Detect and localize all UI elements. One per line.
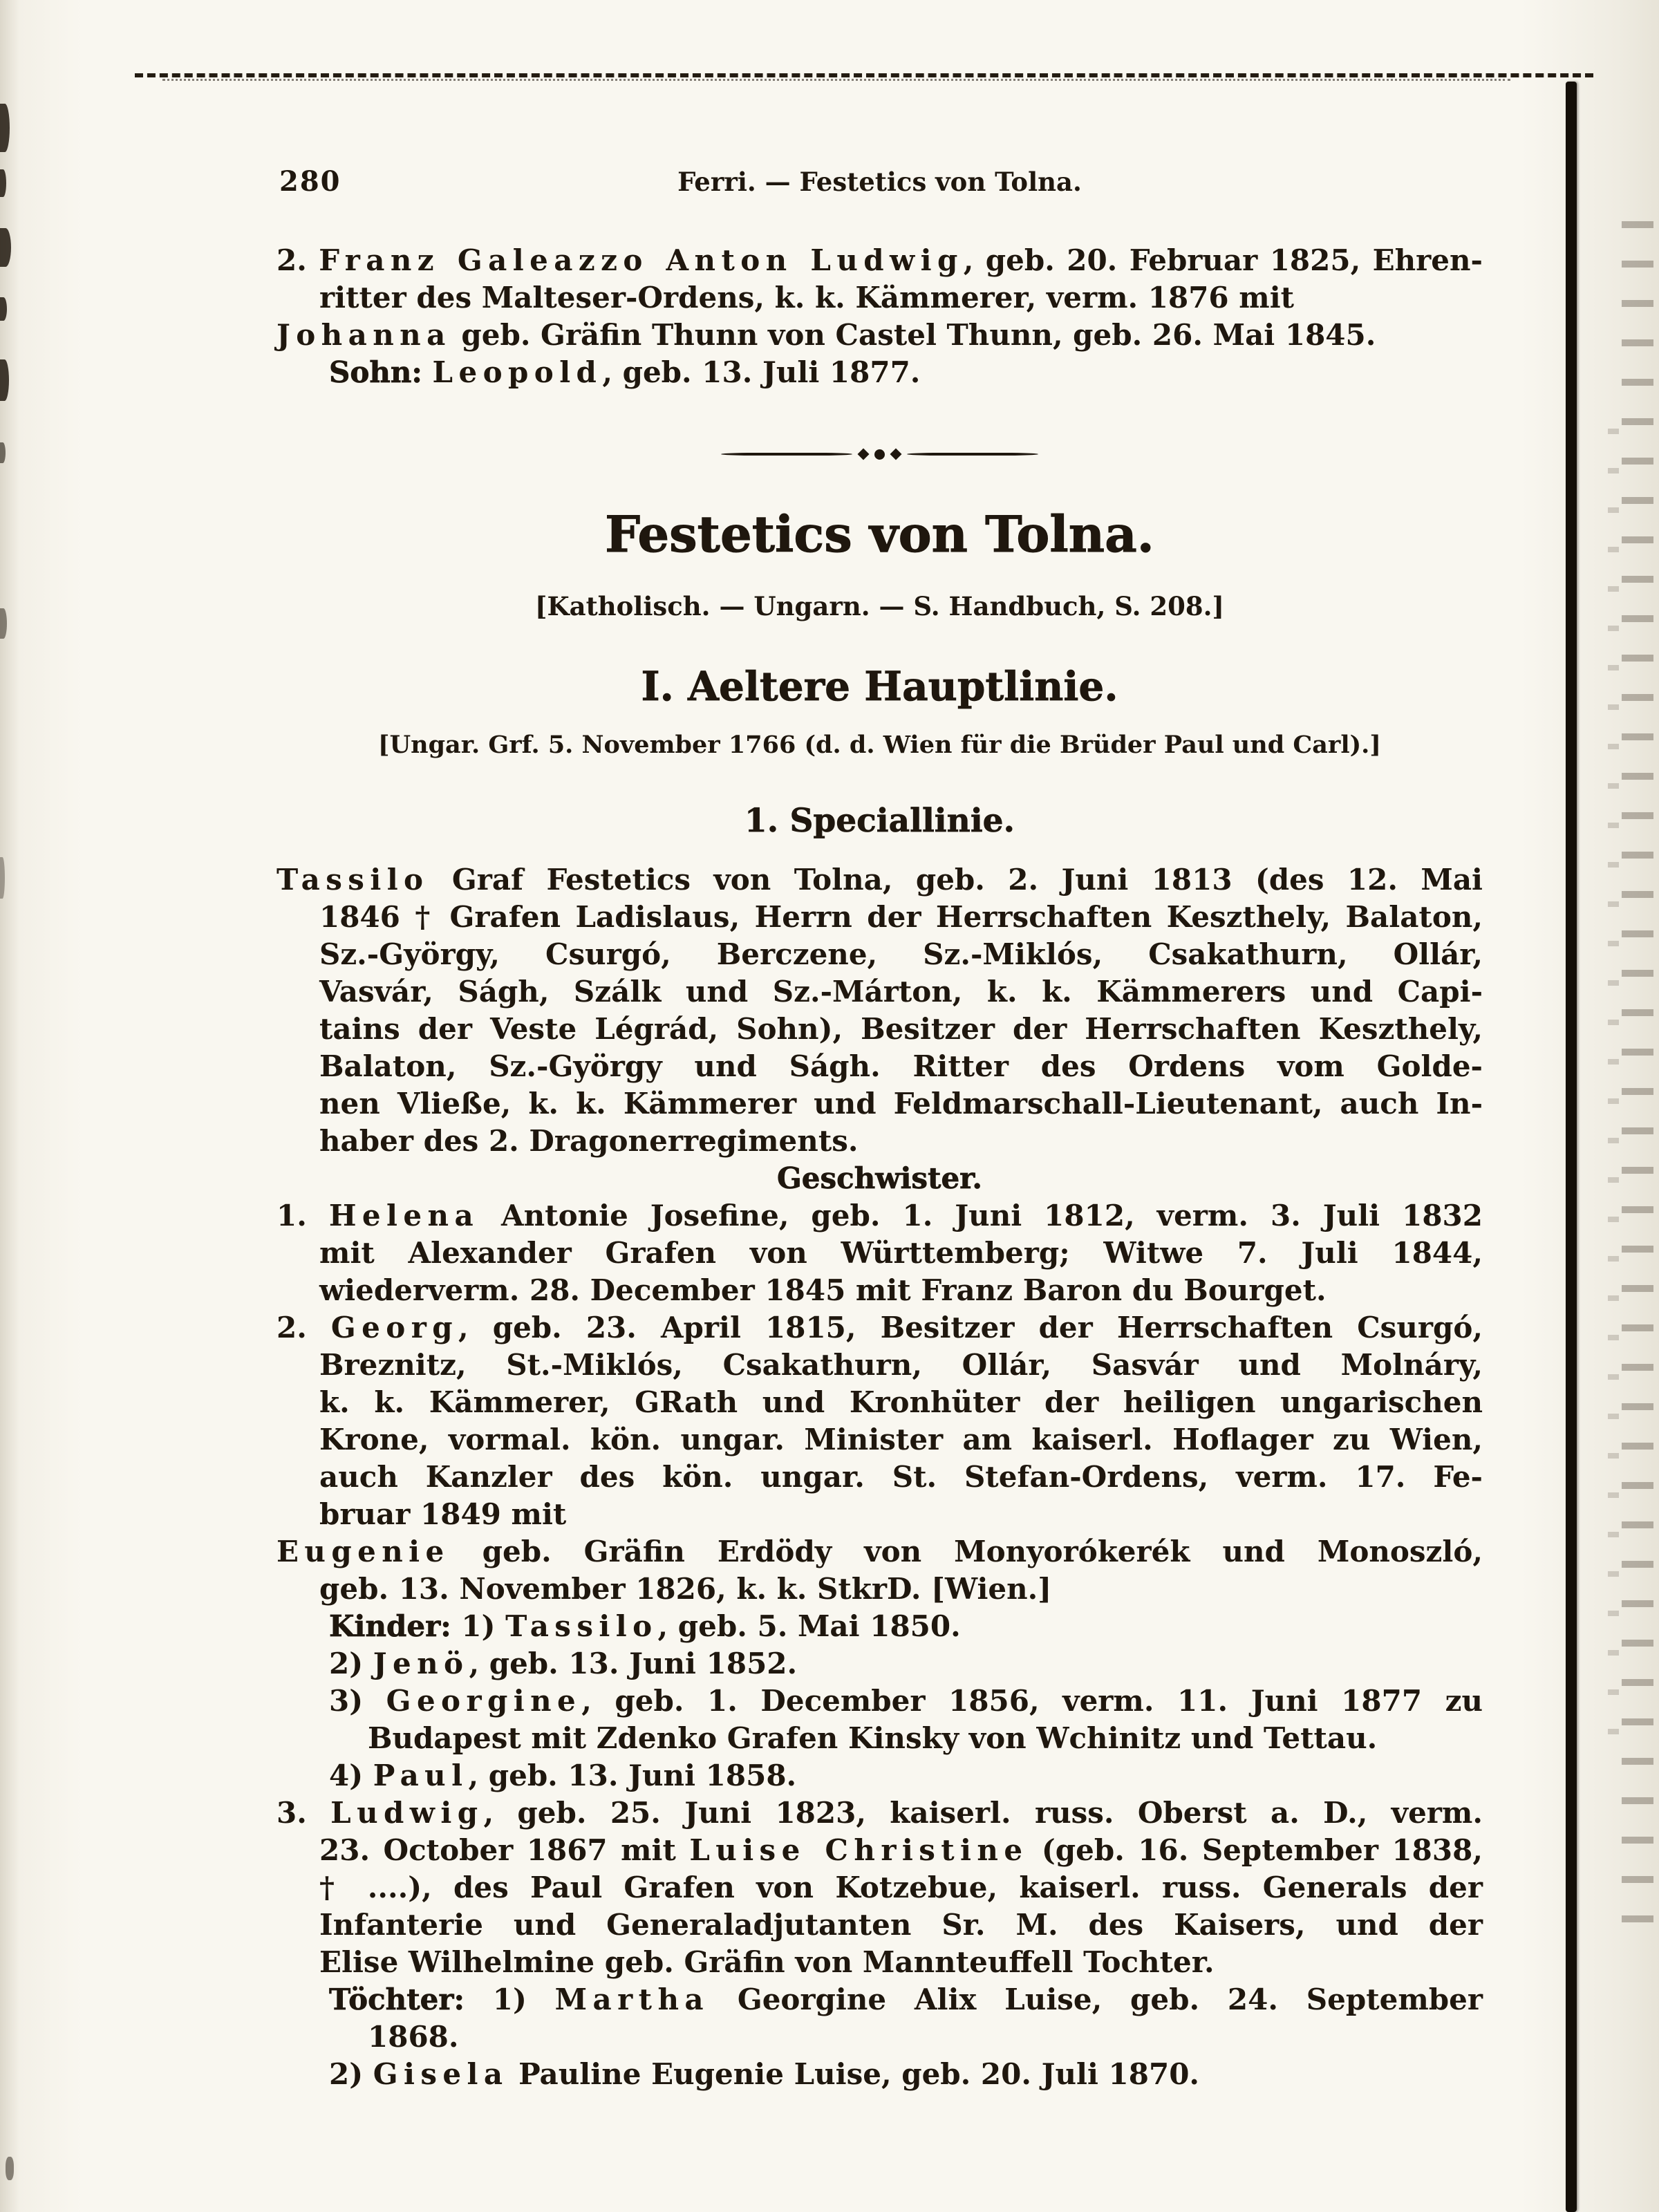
text-segment: † ....), des Paul Grafen von Kotzebue, kaiserl. russ. Generals der (319, 1871, 1483, 1904)
scan-smudge (0, 297, 7, 321)
text-line (276, 1011, 1483, 1048)
label-text: Sohn: (329, 355, 433, 389)
text-line (276, 1533, 1483, 1571)
text-segment: Budapest mit Zdenko Grafen Kinsky von Wchinitz und Tettau. (368, 1721, 1378, 1755)
text-line (276, 242, 1483, 279)
text-line (276, 861, 1483, 899)
page-bleed-through (1608, 429, 1619, 1742)
text-segment: 1846 † Grafen Ladislaus, Herrn der Herrschaften Keszthely, Balaton, (319, 900, 1483, 934)
child-leopold (276, 354, 1483, 391)
person-name: Luise Christine (689, 1833, 1029, 1867)
person-name: Georgine (386, 1684, 582, 1718)
text-flow-main (276, 861, 1483, 2093)
text-column (276, 0, 1483, 2093)
text-line (276, 279, 1483, 317)
entry-georg (276, 1309, 1483, 1533)
text-line (329, 1683, 1483, 1720)
divider-line (907, 453, 1038, 456)
text-line (329, 1608, 1483, 1645)
text-line (276, 1160, 1483, 1197)
person-name: Leopold (432, 355, 603, 389)
child-georgine (276, 1683, 1483, 1757)
section-divider-ornament (276, 445, 1483, 463)
text-line (276, 1309, 1483, 1347)
text-line (276, 936, 1483, 973)
running-title: Ferri. — Festetics von Tolna. (677, 167, 1082, 197)
text-line (276, 899, 1483, 936)
divider-diamond-icon (858, 449, 870, 460)
text-line (276, 1944, 1483, 1981)
person-name: Gisela (373, 2057, 509, 2091)
text-segment: mit Alexander Grafen von Württemberg; Witwe 7. Juli 1844, (319, 1236, 1483, 1270)
entry-tassilo (276, 861, 1483, 1160)
text-line (276, 1085, 1483, 1123)
text-segment: Elise Wilhelmine geb. Gräfin von Mannteuffell Tochter. (319, 1945, 1215, 1979)
running-header (276, 0, 1483, 198)
text-segment: , geb. 13. Juli 1877. (602, 355, 921, 389)
heading-geschwister (276, 1160, 1483, 1197)
text-segment: (geb. 16. September 1838, (1028, 1833, 1483, 1867)
text-segment: tains der Veste Légrád, Sohn), Besitzer der Herrschaften Keszthely, (319, 1012, 1483, 1046)
article-title: Festetics von Tolna. (605, 505, 1154, 563)
scan-smudge (0, 104, 10, 152)
text-segment: 2. (276, 243, 319, 277)
scan-smudge (0, 228, 11, 267)
text-segment: , geb. 5. Mai 1850. (657, 1609, 961, 1643)
entry-helena (276, 1197, 1483, 1309)
text-segment: , geb. 23. April 1815, Besitzer der Herrschaften Csurgó, (458, 1311, 1483, 1344)
mainline-heading: I. Aeltere Hauptlinie. (641, 663, 1118, 710)
child-martha (276, 1981, 1483, 2056)
scan-smudge (0, 169, 6, 197)
person-name: Paul (373, 1759, 469, 1792)
text-segment: Infanterie und Generaladjutanten Sr. M. des Kaisers, und der (319, 1908, 1483, 1942)
text-line (276, 1235, 1483, 1272)
text-line (276, 1571, 1483, 1608)
article-subtitle: [Katholisch. — Ungarn. — S. Handbuch, S. 208.] (535, 591, 1224, 621)
text-line (276, 1347, 1483, 1384)
text-segment: k. k. Kämmerer, GRath und Kronhüter der heiligen ungarischen (319, 1385, 1483, 1419)
divider-line (721, 453, 852, 456)
person-name: Johanna (276, 318, 451, 352)
text-segment: 23. October 1867 mit (319, 1833, 690, 1867)
label-text: Geschwister. (776, 1161, 983, 1195)
text-segment: , geb. 13. Juni 1852. (469, 1647, 798, 1680)
text-line (276, 1832, 1483, 1869)
text-segment: ritter des Malteser-Ordens, k. k. Kämmerer, verm. 1876 mit (319, 281, 1295, 315)
text-line (276, 1272, 1483, 1309)
person-name: Martha (554, 1983, 710, 2016)
text-segment: geb. Gräfin Thunn von Castel Thunn, geb. 26. Mai 1845. (451, 318, 1376, 352)
text-segment: Breznitz, St.-Miklós, Csakathurn, Ollár, Sasvár und Molnáry, (319, 1348, 1483, 1382)
text-line (329, 1981, 1483, 2018)
text-line (276, 1869, 1483, 1906)
person-name: Helena (328, 1199, 480, 1232)
text-segment: , geb. 1. December 1856, verm. 11. Juni 1877 zu (581, 1684, 1483, 1718)
text-segment: 1) (492, 1983, 555, 2016)
label-text: Kinder: (329, 1609, 462, 1643)
page-number: 280 (279, 165, 341, 198)
text-segment: Pauline Eugenie Luise, geb. 20. Juli 1870. (508, 2057, 1200, 2091)
child-kinder-tassilo (276, 1608, 1483, 1645)
person-name: Jenö (373, 1647, 469, 1680)
text-segment: 2. (276, 1311, 331, 1344)
text-segment: Graf Festetics von Tolna, geb. 2. Juni 1813 (des 12. Mai (429, 863, 1483, 897)
scan-smudge (0, 359, 9, 401)
scan-smudge (0, 442, 6, 463)
text-segment: , geb. 25. Juni 1823, kaiserl. russ. Oberst a. D., verm. (483, 1796, 1483, 1830)
label-text: Töchter: (329, 1983, 493, 2016)
special-line-heading: 1. Speciallinie. (744, 802, 1015, 840)
text-segment: , geb. 20. Februar 1825, Ehren- (963, 243, 1483, 277)
text-segment: 3. (276, 1796, 331, 1830)
child-jenoe (276, 1645, 1483, 1683)
person-name: Eugenie (276, 1535, 450, 1568)
text-line (276, 317, 1483, 354)
person-name: Georg (330, 1311, 459, 1344)
text-segment: 3) (329, 1684, 386, 1718)
text-segment: Balaton, Sz.-György und Ságh. Ritter des Ordens vom Golde- (319, 1049, 1483, 1083)
entry-ludwig (276, 1794, 1483, 1981)
mainline-note: [Ungar. Grf. 5. November 1766 (d. d. Wien für die Brüder Paul und Carl).] (378, 731, 1381, 759)
text-segment: 1868. (368, 2020, 459, 2054)
child-paul (276, 1757, 1483, 1794)
text-segment: nen Vließe, k. k. Kämmerer und Feldmarschall-Lieutenant, auch In- (319, 1087, 1483, 1121)
text-segment: geb. 13. November 1826, k. k. StkrD. [Wien.] (319, 1572, 1052, 1606)
scan-smudge (0, 857, 5, 899)
text-segment: Sz.-György, Csurgó, Berczene, Sz.-Miklós, Csakathurn, Ollár, (319, 937, 1483, 971)
text-segment: 4) (329, 1759, 373, 1792)
text-line (329, 1720, 1483, 1757)
page-bleed-through (1622, 221, 1653, 1936)
person-name: Tassilo (505, 1609, 658, 1643)
text-segment: Georgine Alix Luise, geb. 24. September (709, 1983, 1483, 2016)
text-line (276, 1123, 1483, 1160)
text-line (329, 2018, 1483, 2056)
text-line (276, 1459, 1483, 1496)
scan-smudge (6, 2157, 14, 2180)
person-name: Ludwig (330, 1796, 484, 1830)
text-segment: 1) (461, 1609, 506, 1643)
text-line (276, 973, 1483, 1011)
text-segment: auch Kanzler des kön. ungar. St. Stefan-Ordens, verm. 17. Fe- (319, 1460, 1483, 1494)
text-flow-top (276, 242, 1483, 391)
entry-eugenie (276, 1533, 1483, 1608)
text-segment: Krone, vormal. kön. ungar. Minister am kaiserl. Hoflager zu Wien, (319, 1423, 1483, 1456)
person-name: Franz Galeazzo Anton Ludwig (319, 243, 964, 277)
right-margin-bar (1566, 82, 1577, 2212)
text-line (276, 1421, 1483, 1459)
text-segment: 2) (329, 2057, 373, 2091)
scan-smudge (0, 608, 7, 639)
text-line (329, 354, 1483, 391)
text-line (276, 1048, 1483, 1085)
text-segment: , geb. 13. Juni 1858. (468, 1759, 797, 1792)
text-line (329, 1645, 1483, 1683)
text-segment: 2) (329, 1647, 373, 1680)
entry-johanna (276, 317, 1483, 354)
text-segment: Vasvár, Ságh, Szálk und Sz.-Márton, k. k. Kämmerers und Capi- (319, 975, 1483, 1009)
text-segment: haber des 2. Dragonerregiments. (319, 1124, 859, 1158)
text-segment: Antonie Josefine, geb. 1. Juni 1812, verm. 3. Juli 1832 (479, 1199, 1483, 1232)
text-line (276, 1906, 1483, 1944)
text-line (329, 1757, 1483, 1794)
text-line (276, 1197, 1483, 1235)
text-line (276, 1384, 1483, 1421)
entry-franz (276, 242, 1483, 317)
text-segment: geb. Gräfin Erdödy von Monyorókerék und Monoszló, (449, 1535, 1483, 1568)
child-gisela (276, 2056, 1483, 2093)
text-line (276, 1794, 1483, 1832)
divider-diamond-icon (890, 449, 902, 460)
person-name: Tassilo (276, 863, 429, 897)
text-segment: wiederverm. 28. December 1845 mit Franz Baron du Bourget. (319, 1273, 1327, 1307)
text-line (276, 1496, 1483, 1533)
text-segment: bruar 1849 mit (319, 1497, 567, 1531)
divider-dot-icon (874, 449, 885, 460)
text-line (329, 2056, 1483, 2093)
text-segment: 1. (276, 1199, 329, 1232)
